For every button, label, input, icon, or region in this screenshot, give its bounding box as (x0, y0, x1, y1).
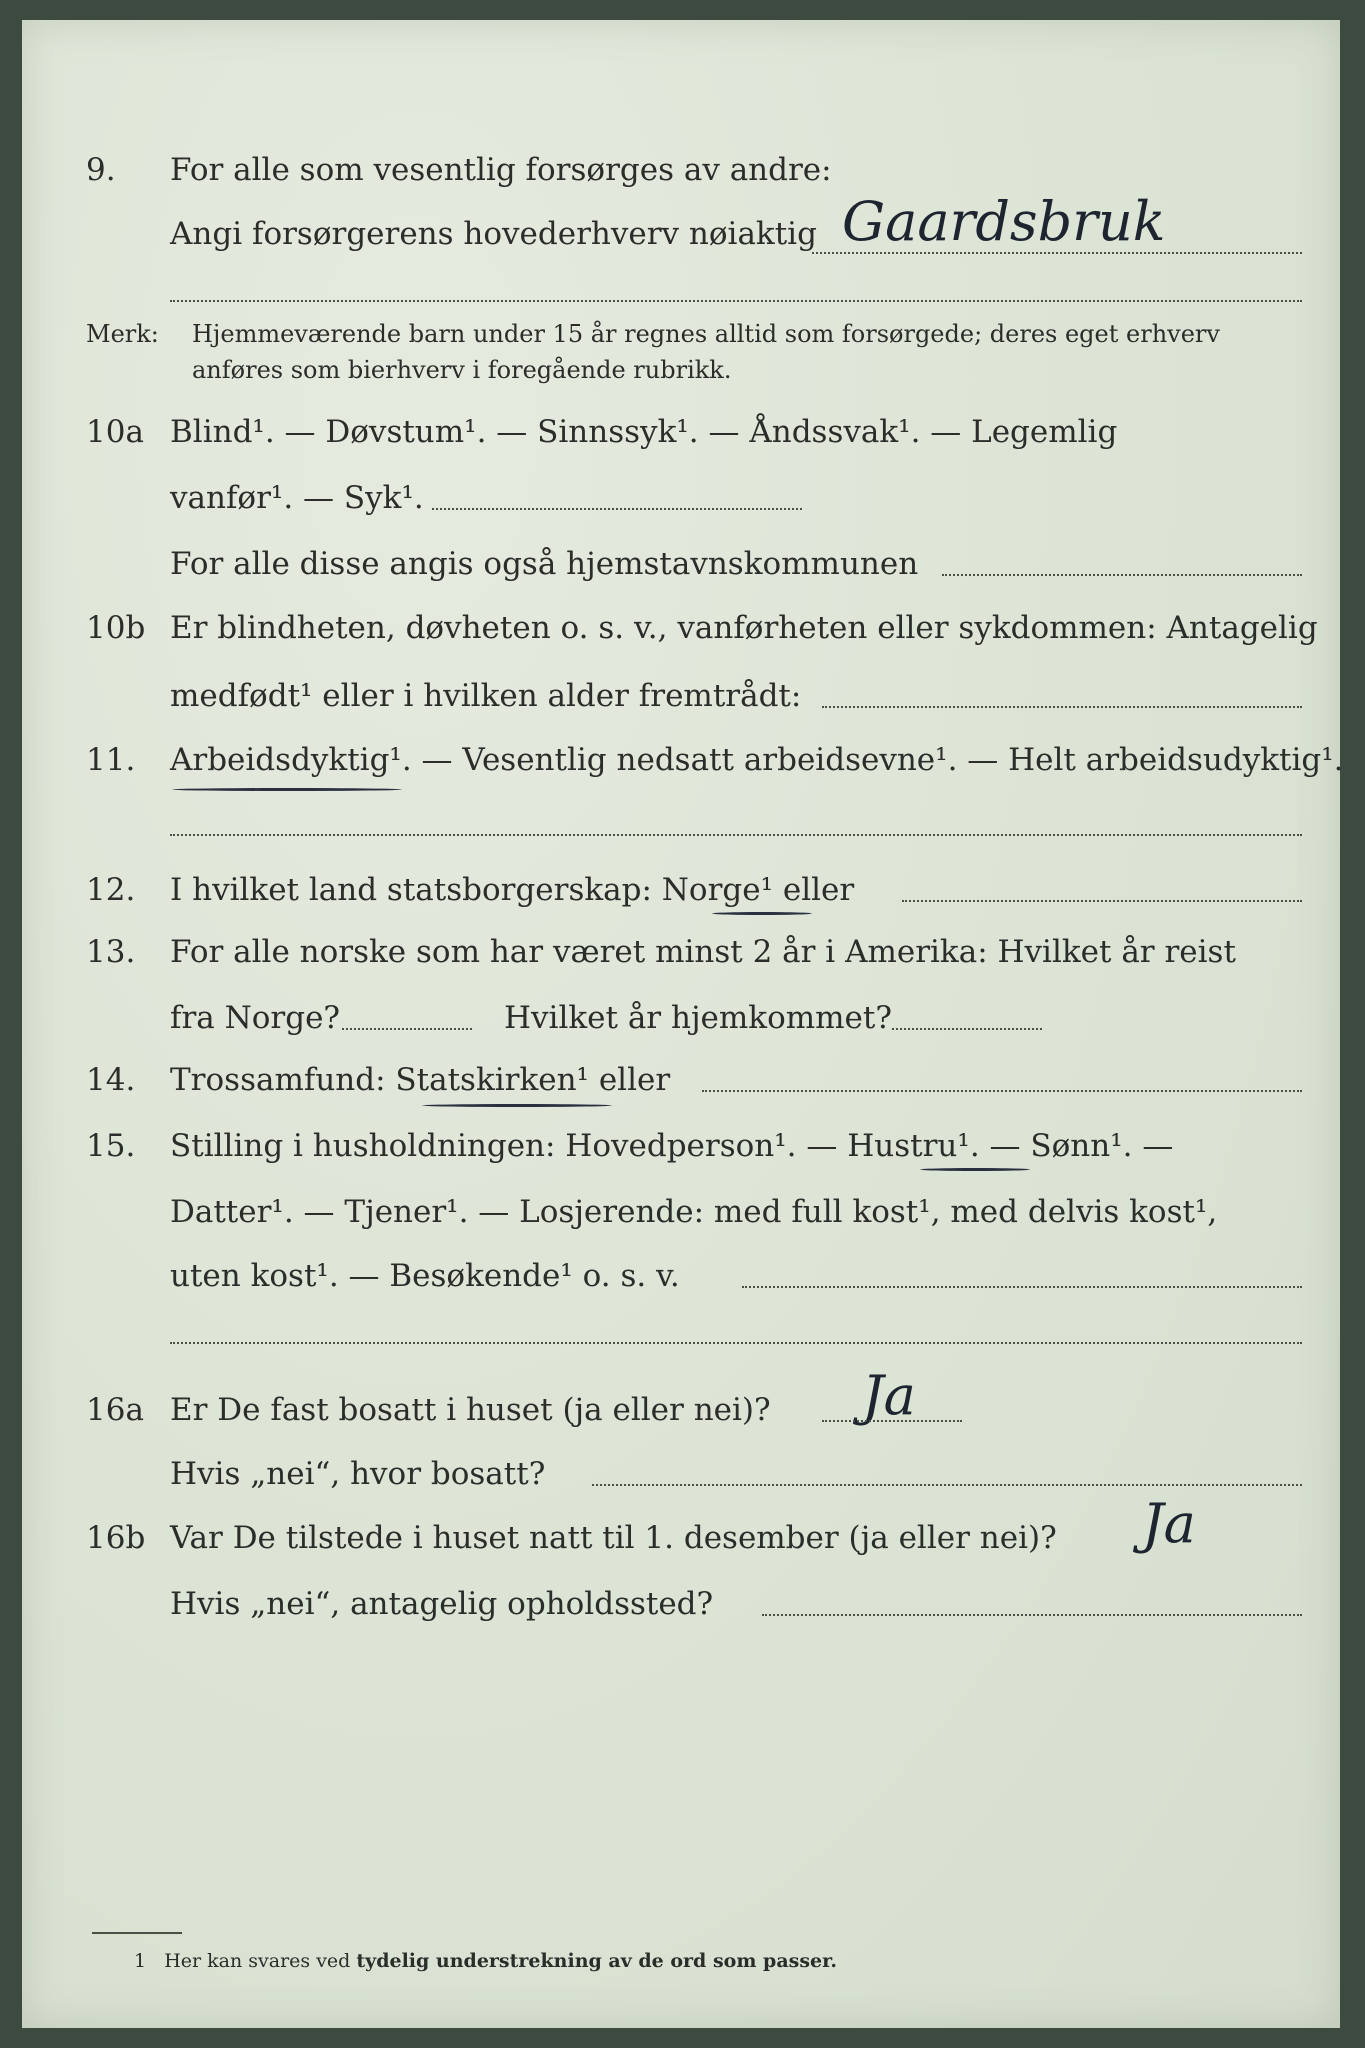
q11-extra-line (170, 834, 1302, 836)
q13-line1 (22, 928, 1340, 976)
q12-number: 12. (86, 872, 136, 908)
q16a-number: 16a (86, 1392, 144, 1428)
q10a-line1 (22, 408, 1340, 456)
q15-extra-line (170, 1342, 1302, 1344)
footnote-rule (92, 1932, 182, 1934)
q16a-answer-line (822, 1420, 962, 1422)
q11-number: 11. (86, 742, 136, 778)
q13-question-2a: fra Norge? (170, 1000, 341, 1036)
q16a-handwritten-answer: Ja (862, 1364, 916, 1427)
q14-answer-line (702, 1090, 1302, 1092)
q15-question-3: uten kost¹. — Besøkende¹ o. s. v. (170, 1258, 680, 1294)
q15-answer-line (742, 1286, 1302, 1288)
q13-question-1: For alle norske som har været minst 2 år i Amerika: Hvilket år reist (170, 934, 1236, 970)
footnote-text-bold: tydelig understrekning av de ord som passer. (356, 1950, 837, 1972)
q10a-line2 (22, 474, 1340, 522)
q13-reist-line (342, 1028, 472, 1030)
q15-line1 (22, 1122, 1340, 1170)
q13-question-2b: Hvilket år hjemkommet? (504, 1000, 892, 1036)
q14-line1 (22, 1056, 1340, 1104)
q15-question-1: Stilling i husholdningen: Hovedperson¹. — Hustru¹. — Sønn¹. — (170, 1128, 1174, 1164)
q10a-kommune-line (942, 574, 1302, 576)
footnote-mark: 1 (134, 1950, 147, 1972)
q16a-question-2: Hvis „nei“, hvor bosatt? (170, 1456, 546, 1492)
q15-number: 15. (86, 1128, 136, 1164)
q15-handwritten-underline (920, 1168, 1030, 1171)
q10b-number: 10b (86, 610, 146, 646)
q9-handwritten-answer: Gaardsbruk (842, 190, 1166, 253)
q9-extra-line (170, 300, 1302, 302)
q14-question-1: Trossamfund: Statskirken¹ eller (170, 1062, 671, 1098)
q9-line1 (22, 146, 1340, 194)
q16a-question-1: Er De fast bosatt i huset (ja eller nei)? (170, 1392, 771, 1428)
census-form-page (22, 20, 1344, 2028)
merk-text-1: Hjemmeværende barn under 15 år regnes alltid som forsørgede; deres eget erhverv (192, 320, 1220, 348)
q12-handwritten-underline (712, 912, 812, 915)
merk-text-2: anføres som bierhverv i foregående rubrikk. (192, 356, 732, 384)
q12-question-1: I hvilket land statsborgerskap: Norge¹ eller (170, 872, 855, 908)
q12-line1 (22, 866, 1340, 914)
q16b-handwritten-answer: Ja (1142, 1492, 1196, 1555)
q9-question-1: For alle som vesentlig forsørges av andre: (170, 152, 832, 188)
q10a-number: 10a (86, 414, 144, 450)
q11-handwritten-underline (172, 788, 402, 791)
q10b-answer-line (822, 706, 1302, 708)
q10a-line3 (22, 540, 1340, 588)
q13-line2 (22, 994, 1340, 1042)
q14-handwritten-underline (422, 1104, 612, 1107)
q12-answer-line (902, 900, 1302, 902)
q10b-question-1: Er blindheten, døvheten o. s. v., vanførheten eller sykdommen: Antagelig (170, 610, 1318, 646)
q10b-line2 (22, 672, 1340, 720)
q10a-question-2: vanfør¹. — Syk¹. (170, 480, 424, 516)
q16b-opholdssted-line (762, 1614, 1302, 1616)
q16b-line2 (22, 1580, 1340, 1628)
q11-line1 (22, 736, 1344, 784)
q10b-question-2: medfødt¹ eller i hvilken alder fremtrådt: (170, 678, 802, 714)
q10b-line1 (22, 604, 1340, 652)
footnote-text-plain: Her kan svares ved (164, 1950, 351, 1972)
q16a-line1 (22, 1386, 1340, 1434)
q13-hjemkommet-line (892, 1028, 1042, 1030)
q15-question-2: Datter¹. — Tjener¹. — Losjerende: med full kost¹, med delvis kost¹, (170, 1194, 1218, 1230)
q16a-line2 (22, 1450, 1340, 1498)
q15-line2 (22, 1188, 1340, 1236)
q10a-syk-line (432, 508, 802, 510)
q10a-question-1: Blind¹. — Døvstum¹. — Sinnssyk¹. — Åndssvak¹. — Legemlig (170, 414, 1118, 450)
merk-label: Merk: (86, 320, 159, 348)
q16b-question-1: Var De tilstede i huset natt til 1. desember (ja eller nei)? (170, 1520, 1057, 1556)
q13-number: 13. (86, 934, 136, 970)
q9-question-2: Angi forsørgerens hovederhverv nøiaktig (170, 216, 817, 252)
q16b-question-2: Hvis „nei“, antagelig opholdssted? (170, 1586, 714, 1622)
q15-line3 (22, 1252, 1340, 1300)
q16b-number: 16b (86, 1520, 146, 1556)
q9-number: 9. (86, 152, 116, 188)
footnote (134, 1950, 837, 1972)
q16a-bosatt-line (592, 1484, 1302, 1486)
q10a-question-3: For alle disse angis også hjemstavnskommunen (170, 546, 919, 582)
q11-question-1: Arbeidsdyktig¹. — Vesentlig nedsatt arbeidsevne¹. — Helt arbeidsudyktig¹. (170, 742, 1344, 778)
q14-number: 14. (86, 1062, 136, 1098)
